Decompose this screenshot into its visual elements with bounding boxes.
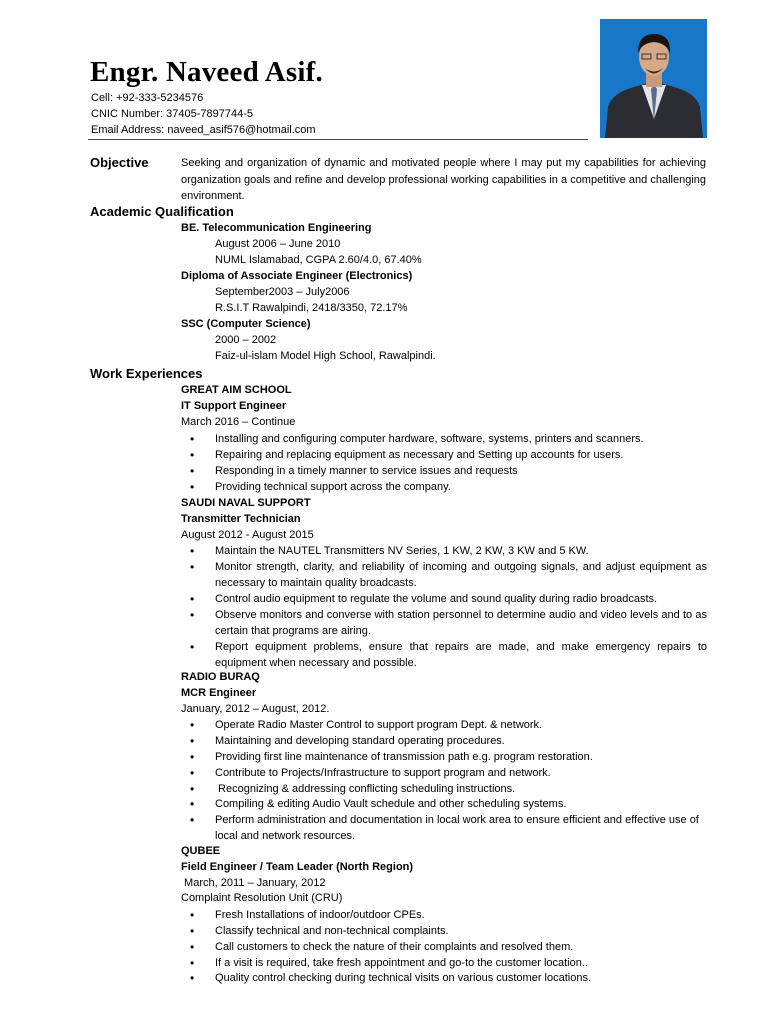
bullet-icon: • <box>190 766 195 780</box>
job-title: Transmitter Technician <box>181 513 301 525</box>
list-item: Maintain the NAUTEL Transmitters NV Series, 1 KW, 2 KW, 3 KW and 5 KW. <box>215 545 589 557</box>
work-heading: Work Experiences <box>90 366 203 381</box>
bullet-icon: • <box>190 592 195 606</box>
list-item: Recognizing & addressing conflicting scheduling instructions. <box>215 783 516 795</box>
bullet-icon: • <box>190 782 195 796</box>
bullet-icon: • <box>190 908 195 922</box>
list-item: If a visit is required, take fresh appointment and go-to the customer location.. <box>215 957 588 969</box>
list-item: Monitor strength, clarity, and reliability of incoming and outgoing signals, and adjust equipment as necessary to maintain quality broadcasts. <box>215 561 707 589</box>
job-title: Field Engineer / Team Leader (North Region) <box>181 861 414 873</box>
list-item: Responding in a timely manner to service issues and requests <box>215 465 518 477</box>
job-dates: March, 2011 – January, 2012 <box>181 877 326 889</box>
company-name: RADIO BURAQ <box>181 671 260 683</box>
job-dates: August 2012 - August 2015 <box>181 529 314 541</box>
list-item: Compiling & editing Audio Vault schedule and other scheduling systems. <box>215 798 567 810</box>
bullet-icon: • <box>190 924 195 938</box>
bullet-icon: • <box>190 640 195 654</box>
bullet-icon: • <box>190 480 195 494</box>
list-item: Providing first line maintenance of transmission path e.g. program restoration. <box>215 751 593 763</box>
cell-number: Cell: +92-333-5234576 <box>91 92 204 104</box>
job-title: MCR Engineer <box>181 687 257 699</box>
list-item: Classify technical and non-technical complaints. <box>215 925 449 937</box>
list-item: Observe monitors and converse with station personnel to determine audio and video levels and to as certain that programs are airing. <box>215 609 707 637</box>
list-item: Maintaining and developing standard operating procedures. <box>215 735 505 747</box>
bullet-icon: • <box>190 797 195 811</box>
degree-dates: August 2006 – June 2010 <box>215 238 341 250</box>
list-item: Installing and configuring computer hardware, software, systems, printers and scanners. <box>215 433 644 445</box>
email-address: Email Address: naveed_asif576@hotmail.com <box>91 124 316 136</box>
company-name: GREAT AIM SCHOOL <box>181 384 292 396</box>
list-item: Fresh Installations of indoor/outdoor CPEs. <box>215 909 425 921</box>
degree-institute: Faiz-ul-islam Model High School, Rawalpindi. <box>215 350 436 362</box>
candidate-name: Engr. Naveed Asif. <box>90 56 323 88</box>
bullet-icon: • <box>190 940 195 954</box>
bullet-icon: • <box>190 971 195 985</box>
bullet-icon: • <box>190 448 195 462</box>
degree-title: BE. Telecommunication Engineering <box>181 222 372 234</box>
job-title: IT Support Engineer <box>181 400 287 412</box>
degree-institute: NUML Islamabad, CGPA 2.60/4.0, 67.40% <box>215 254 422 266</box>
unit-name: Complaint Resolution Unit (CRU) <box>181 892 343 904</box>
bullet-icon: • <box>190 608 195 622</box>
bullet-icon: • <box>190 813 195 827</box>
header-divider <box>88 139 588 140</box>
company-name: QUBEE <box>181 845 221 857</box>
bullet-icon: • <box>190 544 195 558</box>
bullet-icon: • <box>190 750 195 764</box>
bullet-icon: • <box>190 734 195 748</box>
list-item: Operate Radio Master Control to support program Dept. & network. <box>215 719 543 731</box>
degree-title: SSC (Computer Science) <box>181 318 311 330</box>
degree-dates: 2000 – 2002 <box>215 334 277 346</box>
job-dates: January, 2012 – August, 2012. <box>181 703 330 715</box>
job-dates: March 2016 – Continue <box>181 416 296 428</box>
list-item: Quality control checking during technical visits on various customer locations. <box>215 972 592 984</box>
list-item: Providing technical support across the company. <box>215 481 451 493</box>
degree-dates: September2003 – July2006 <box>215 286 350 298</box>
list-item: Perform administration and documentation in local work area to ensure efficient and effective use of local and network resources. <box>215 814 699 842</box>
list-item: Call customers to check the nature of their complaints and resolved them. <box>215 941 574 953</box>
company-name: SAUDI NAVAL SUPPORT <box>181 497 311 509</box>
list-item: Report equipment problems, ensure that repairs are made, and make emergency repairs to equipment when necessary and possible. <box>215 641 707 669</box>
person-silhouette-icon <box>600 19 707 138</box>
objective-heading: Objective <box>90 155 149 170</box>
bullet-icon: • <box>190 956 195 970</box>
bullet-icon: • <box>190 718 195 732</box>
list-item: Contribute to Projects/Infrastructure to support program and network. <box>215 767 551 779</box>
degree-title: Diploma of Associate Engineer (Electronics) <box>181 270 413 282</box>
bullet-icon: • <box>190 560 195 574</box>
list-item: Repairing and replacing equipment as necessary and Setting up accounts for users. <box>215 449 624 461</box>
cnic-number: CNIC Number: 37405-7897744-5 <box>91 108 254 120</box>
academic-heading: Academic Qualification <box>90 204 234 219</box>
bullet-icon: • <box>190 432 195 446</box>
degree-institute: R.S.I.T Rawalpindi, 2418/3350, 72.17% <box>215 302 408 314</box>
bullet-icon: • <box>190 464 195 478</box>
list-item: Control audio equipment to regulate the volume and sound quality during radio broadcasts. <box>215 593 658 605</box>
profile-photo <box>600 19 707 138</box>
objective-text: Seeking and organization of dynamic and motivated people where I may put my capabilities for achieving organization goals and refine and develop professional working capabilities in a competitive and challenging environment. <box>181 157 706 202</box>
